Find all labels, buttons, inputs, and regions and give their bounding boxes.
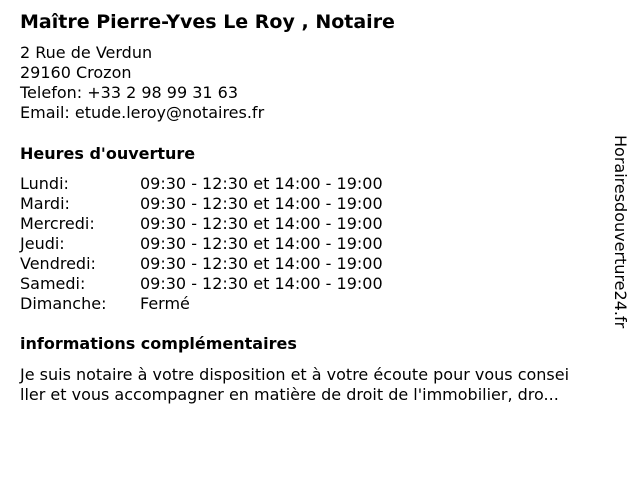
time-range: 09:30 - 12:30 et 14:00 - 19:00 <box>140 214 383 233</box>
time-range: 09:30 - 12:30 et 14:00 - 19:00 <box>140 254 383 273</box>
day-label: Samedi: <box>20 274 86 293</box>
hours-heading: Heures d'ouverture <box>20 144 196 163</box>
day-label: Vendredi: <box>20 254 96 273</box>
time-range: Fermé <box>140 294 190 313</box>
street-address: 2 Rue de Verdun <box>20 43 153 62</box>
hours-row-monday <box>20 174 440 194</box>
opening-hours-table <box>20 174 440 314</box>
email-address: Email: etude.leroy@notaires.fr <box>20 103 265 122</box>
day-label: Mardi: <box>20 194 70 213</box>
hours-row-sunday <box>20 294 440 314</box>
description-line: ller et vous accompagner en matière de droit de l'immobilier, dro... <box>20 385 559 404</box>
time-range: 09:30 - 12:30 et 14:00 - 19:00 <box>140 274 383 293</box>
info-description <box>20 365 610 405</box>
info-heading: informations complémentaires <box>20 334 297 353</box>
day-label: Jeudi: <box>20 234 65 253</box>
address-block <box>20 43 264 123</box>
city-postcode: 29160 Crozon <box>20 63 132 82</box>
hours-row-saturday <box>20 274 440 294</box>
page-title: Maître Pierre-Yves Le Roy , Notaire <box>20 11 395 33</box>
phone-number: Telefon: +33 2 98 99 31 63 <box>20 83 239 102</box>
hours-row-thursday <box>20 234 440 254</box>
day-label: Dimanche: <box>20 294 107 313</box>
time-range: 09:30 - 12:30 et 14:00 - 19:00 <box>140 174 383 193</box>
time-range: 09:30 - 12:30 et 14:00 - 19:00 <box>140 234 383 253</box>
hours-row-friday <box>20 254 440 274</box>
day-label: Mercredi: <box>20 214 95 233</box>
time-range: 09:30 - 12:30 et 14:00 - 19:00 <box>140 194 383 213</box>
hours-row-wednesday <box>20 214 440 234</box>
day-label: Lundi: <box>20 174 69 193</box>
description-line: Je suis notaire à votre disposition et à votre écoute pour vous consei <box>20 365 570 384</box>
hours-row-tuesday <box>20 194 440 214</box>
site-watermark: Horairesdouverture24.fr <box>611 135 630 329</box>
